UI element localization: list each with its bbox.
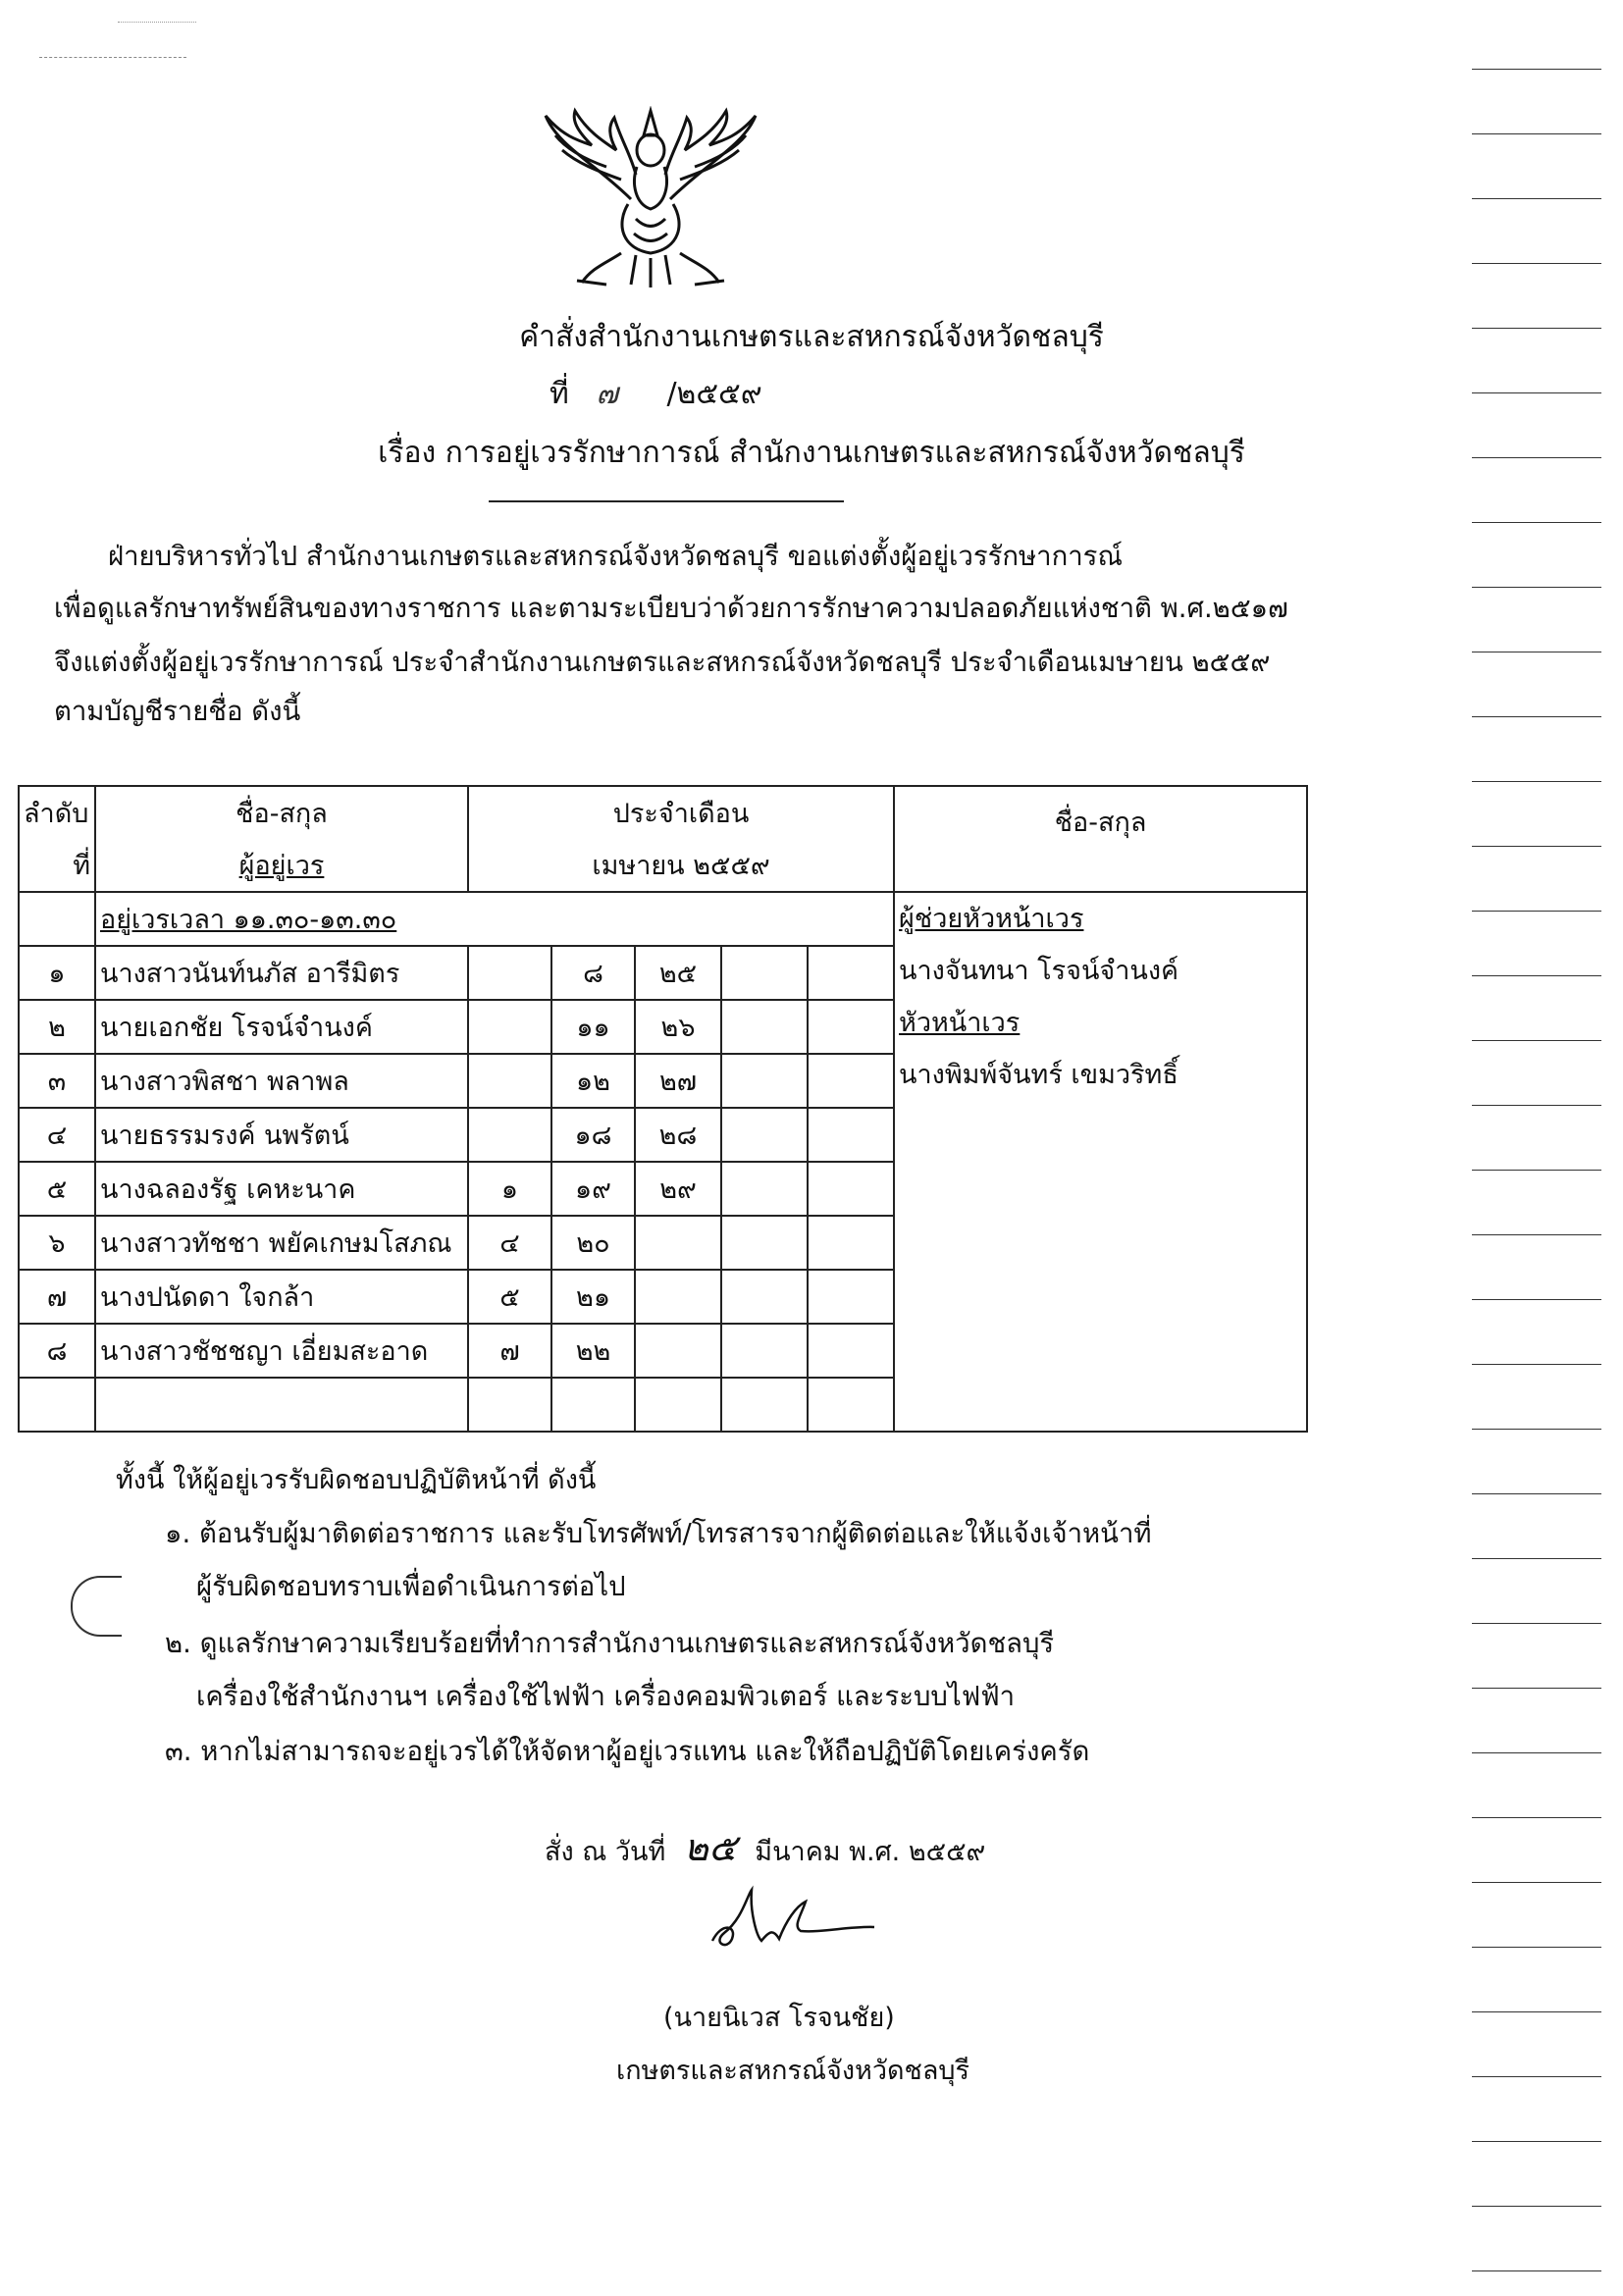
cell-order-no: ๑ <box>19 946 95 1000</box>
margin-rule-line <box>1472 1493 1601 1494</box>
margin-rule-line <box>1472 975 1601 976</box>
header-divider <box>489 500 844 502</box>
order-day-handwritten: ๒๕ <box>683 1826 737 1869</box>
cell-day <box>635 1216 721 1270</box>
col-header-supervisor-name: ชื่อ-สกุล <box>894 786 1307 892</box>
cell-name: นางสาวทัชชา พยัคเกษมโสภณ <box>95 1216 468 1270</box>
margin-rule-line <box>1472 1688 1601 1689</box>
cell-day: ๒๕ <box>635 946 721 1000</box>
margin-rule-line <box>1472 2076 1601 2077</box>
cell-day: ๒๐ <box>551 1216 635 1270</box>
col-header-month-year: เมษายน ๒๕๕๙ <box>468 839 894 892</box>
cell-name: นายธรรมรงค์ นพรัตน์ <box>95 1108 468 1162</box>
cell-day <box>808 1270 894 1324</box>
cell-day <box>721 1108 808 1162</box>
order-date-suffix: มีนาคม พ.ศ. ๒๕๕๙ <box>755 1837 986 1867</box>
order-number-label: ที่ <box>550 377 569 411</box>
cell-day <box>551 1378 635 1432</box>
signer-title: เกษตรและสหกรณ์จังหวัดชลบุรี <box>616 2056 970 2086</box>
cell-name: นางสาวนันท์นภัส อารีมิตร <box>95 946 468 1000</box>
margin-rule-line <box>1472 587 1601 588</box>
margin-rule-line <box>1472 1170 1601 1171</box>
cell-day <box>468 1000 551 1054</box>
cell-day <box>808 1216 894 1270</box>
garuda-emblem-icon <box>538 106 763 292</box>
cell-day <box>808 1162 894 1216</box>
margin-rule-line <box>1472 846 1601 847</box>
order-date <box>545 1825 985 1872</box>
margin-rule-line <box>1472 1234 1601 1235</box>
signer-name: (นายนิเวส โรจนชัย) <box>663 2003 895 2033</box>
body-line-1: ฝ่ายบริหารทั่วไป สำนักงานเกษตรและสหกรณ์จังหวัดชลบุรี ขอแต่งตั้งผู้อยู่เวรรักษาการณ์ <box>108 541 1123 572</box>
duty-item-1a: ๑. ต้อนรับผู้มาติดต่อราชการ และรับโทรศัพท์/โทรสารจากผู้ติดต่อและให้แจ้งเจ้าหน้าที่ <box>165 1518 1152 1549</box>
col-header-month: ประจำเดือน <box>468 786 894 839</box>
cell-name: นางสาวชัชชญา เอี่ยมสะอาด <box>95 1324 468 1378</box>
body-line-4: ตามบัญชีรายชื่อ ดังนี้ <box>54 696 301 727</box>
duty-item-2a: ๒. ดูแลรักษาความเรียบร้อยที่ทำการสำนักงานเกษตรและสหกรณ์จังหวัดชลบุรี <box>165 1628 1055 1659</box>
cell-name <box>95 1378 468 1432</box>
cell-day <box>808 1000 894 1054</box>
table-row-shift-time <box>19 892 1307 946</box>
col-header-name: ชื่อ-สกุล <box>95 786 468 839</box>
cell-day <box>468 1054 551 1108</box>
cell-order-no: ๕ <box>19 1162 95 1216</box>
cell-day <box>721 1216 808 1270</box>
cell-day <box>468 1108 551 1162</box>
margin-rule-line <box>1472 2270 1601 2271</box>
cell-day <box>468 1378 551 1432</box>
order-number-handwritten: ๗ <box>596 377 618 411</box>
cell-day: ๑๘ <box>551 1108 635 1162</box>
table-header-row-1 <box>19 786 1307 839</box>
duty-item-3: ๓. หากไม่สามารถจะอยู่เวรได้ให้จัดหาผู้อยู่เวรแทน และให้ถือปฏิบัติโดยเคร่งครัด <box>165 1736 1090 1767</box>
cell-day: ๔ <box>468 1216 551 1270</box>
cell-day <box>721 946 808 1000</box>
margin-rule-line <box>1472 198 1601 199</box>
shift-time-label: อยู่เวรเวลา ๑๑.๓๐-๑๓.๓๐ <box>95 892 894 946</box>
cell-day: ๒๖ <box>635 1000 721 1054</box>
margin-rule-line <box>1472 911 1601 912</box>
cell-order-no: ๓ <box>19 1054 95 1108</box>
cell-day: ๒๗ <box>635 1054 721 1108</box>
cell-day: ๒๘ <box>635 1108 721 1162</box>
order-title: คำสั่งสำนักงานเกษตรและสหกรณ์จังหวัดชลบุรี <box>519 320 1104 354</box>
margin-rule-line <box>1472 2141 1601 2142</box>
margin-rule-line <box>1472 1882 1601 1883</box>
margin-rule-line <box>1472 392 1601 393</box>
cell-day <box>808 946 894 1000</box>
cell-day: ๑๒ <box>551 1054 635 1108</box>
cell-name: นางสาวพิสชา พลาพล <box>95 1054 468 1108</box>
cell-order-no: ๒ <box>19 1000 95 1054</box>
margin-rule-line <box>1472 716 1601 717</box>
head-label: หัวหน้าเวร <box>899 1008 1021 1038</box>
cell-blank <box>19 892 95 946</box>
assistant-head-name: นางจันทนา โรจน์จำนงค์ <box>899 956 1179 986</box>
margin-rule-line <box>1472 1752 1601 1753</box>
margin-rule-line <box>1472 69 1601 70</box>
assistant-head-label: ผู้ช่วยหัวหน้าเวร <box>899 904 1084 934</box>
cell-day <box>721 1378 808 1432</box>
cell-order-no <box>19 1378 95 1432</box>
margin-rule-line <box>1472 2206 1601 2207</box>
margin-rule-line <box>1472 1947 1601 1948</box>
margin-rule-line <box>1472 1364 1601 1365</box>
cell-day: ๑๑ <box>551 1000 635 1054</box>
cell-day: ๘ <box>551 946 635 1000</box>
cell-day <box>721 1162 808 1216</box>
margin-rule-line <box>1472 1105 1601 1106</box>
order-subject: เรื่อง การอยู่เวรรักษาการณ์ สำนักงานเกษตรและสหกรณ์จังหวัดชลบุรี <box>378 436 1245 470</box>
cell-order-no: ๘ <box>19 1324 95 1378</box>
cell-day <box>721 1270 808 1324</box>
margin-rule-line <box>1472 1429 1601 1430</box>
cell-day <box>635 1324 721 1378</box>
cell-day <box>721 1324 808 1378</box>
cell-day <box>721 1000 808 1054</box>
cell-order-no: ๗ <box>19 1270 95 1324</box>
cell-name: นางปนัดดา ใจกล้า <box>95 1270 468 1324</box>
col-header-name-duty: ผู้อยู่เวร <box>95 839 468 892</box>
col-header-order-no: ที่ <box>19 839 95 892</box>
order-date-prefix: สั่ง ณ วันที่ <box>545 1837 666 1867</box>
head-name: นางพิมพ์จันทร์ เขมวริทธิ์ <box>899 1060 1178 1090</box>
punch-hole-mark <box>71 1576 122 1637</box>
cell-day: ๒๑ <box>551 1270 635 1324</box>
cell-order-no: ๔ <box>19 1108 95 1162</box>
margin-rule-line <box>1472 1040 1601 1041</box>
cell-day: ๑ <box>468 1162 551 1216</box>
cell-day: ๕ <box>468 1270 551 1324</box>
cell-day <box>635 1270 721 1324</box>
margin-rule-line <box>1472 133 1601 134</box>
cell-name: นางฉลองรัฐ เคหะนาค <box>95 1162 468 1216</box>
col-header-order: ลำดับ <box>19 786 95 839</box>
cell-day: ๗ <box>468 1324 551 1378</box>
cell-day: ๒๒ <box>551 1324 635 1378</box>
scan-speck-line <box>39 57 186 58</box>
body-line-2: เพื่อดูแลรักษาทรัพย์สินของทางราชการ และตามระเบียบว่าด้วยการรักษาความปลอดภัยแห่งชาติ พ.ศ.๒๕๑๗ <box>54 593 1288 624</box>
cell-day <box>721 1054 808 1108</box>
body-line-3: จึงแต่งตั้งผู้อยู่เวรรักษาการณ์ ประจำสำนักงานเกษตรและสหกรณ์จังหวัดชลบุรี ประจำเดือนเมษายน ๒๕๕๙ <box>54 647 1271 678</box>
margin-rule-line <box>1472 1558 1601 1559</box>
cell-order-no: ๖ <box>19 1216 95 1270</box>
duty-item-1b: ผู้รับผิดชอบทราบเพื่อดำเนินการต่อไป <box>196 1571 626 1602</box>
cell-day <box>808 1378 894 1432</box>
margin-rule-line <box>1472 522 1601 523</box>
margin-rule-line <box>1472 1623 1601 1624</box>
margin-rule-line <box>1472 1817 1601 1818</box>
margin-rule-line <box>1472 1299 1601 1300</box>
cell-day: ๒๙ <box>635 1162 721 1216</box>
duties-intro: ทั้งนี้ ให้ผู้อยู่เวรรับผิดชอบปฏิบัติหน้าที่ ดังนี้ <box>116 1465 597 1495</box>
order-number <box>550 371 762 417</box>
cell-day <box>468 946 551 1000</box>
duty-roster-table <box>18 785 1308 1433</box>
margin-rule-line <box>1472 781 1601 782</box>
handwritten-signature <box>703 1882 879 1960</box>
margin-rule-line <box>1472 2011 1601 2012</box>
cell-day <box>808 1108 894 1162</box>
cell-day <box>808 1054 894 1108</box>
order-number-year: /๒๕๕๙ <box>666 377 762 411</box>
supervisor-panel <box>894 892 1307 1432</box>
scan-speck-line <box>118 22 196 23</box>
cell-name: นายเอกชัย โรจน์จำนงค์ <box>95 1000 468 1054</box>
duty-item-2b: เครื่องใช้สำนักงานฯ เครื่องใช้ไฟฟ้า เครื่องคอมพิวเตอร์ และระบบไฟฟ้า <box>196 1681 1016 1712</box>
cell-day <box>635 1378 721 1432</box>
cell-day <box>808 1324 894 1378</box>
cell-day: ๑๙ <box>551 1162 635 1216</box>
margin-rule-line <box>1472 263 1601 264</box>
